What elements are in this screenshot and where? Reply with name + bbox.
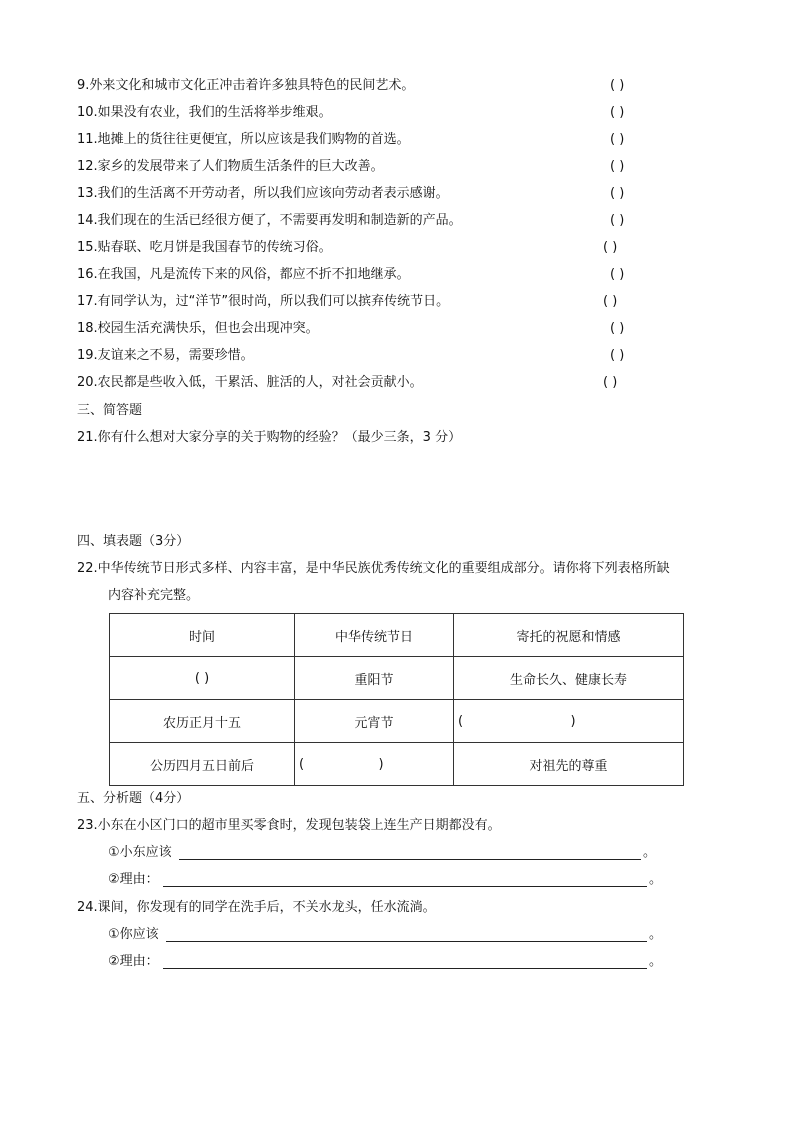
answer-paren-12[interactable]: ( ) [610, 159, 625, 174]
table-row [110, 743, 684, 786]
judge-item-14: 14.我们现在的生活已经很方便了，不需要再发明和制造新的产品。 [77, 213, 462, 228]
q23-reason-period: 。 [649, 872, 663, 887]
answer-paren-17[interactable]: ( ) [603, 294, 618, 309]
table-header-row [110, 614, 684, 657]
section-5-title: 五、分析题（4分） [77, 791, 190, 806]
q23-answer-label: ①小东应该 [108, 845, 172, 860]
judge-item-16: 16.在我国，凡是流传下来的风俗，都应不折不扣地继承。 [77, 267, 410, 282]
answer-paren-18[interactable]: ( ) [610, 321, 625, 336]
table-cell: 元宵节 [295, 700, 454, 743]
q23-answer-line[interactable] [179, 859, 641, 860]
question-22-line1: 22.中华传统节日形式多样、内容丰富，是中华民族优秀传统文化的重要组成部分。请你将下列表格所缺 [77, 561, 670, 576]
q23-reason-line[interactable] [163, 886, 647, 887]
festival-table [109, 613, 684, 786]
question-24: 24.课间，你发现有的同学在洗手后，不关水龙头，任水流淌。 [77, 900, 436, 915]
judge-item-9: 9.外来文化和城市文化正冲击着许多独具特色的民间艺术。 [77, 78, 415, 93]
judge-item-10: 10.如果没有农业，我们的生活将举步维艰。 [77, 105, 332, 120]
q24-reason-label: ②理由： [108, 954, 159, 969]
judge-item-15: 15.贴春联、吃月饼是我国春节的传统习俗。 [77, 240, 332, 255]
q24-answer-line[interactable] [166, 941, 647, 942]
table-header-cell: 中华传统节日 [295, 614, 454, 657]
judge-item-11: 11.地摊上的货往往更便宜，所以应该是我们购物的首选。 [77, 132, 410, 147]
table-blank-cell[interactable]: ( ) [110, 657, 295, 700]
answer-paren-10[interactable]: ( ) [610, 105, 625, 120]
table-cell: 农历正月十五 [110, 700, 295, 743]
table-header-cell: 寄托的祝愿和情感 [454, 614, 684, 657]
q24-answer-period: 。 [649, 927, 663, 942]
answer-paren-11[interactable]: ( ) [610, 132, 625, 147]
q24-reason-line[interactable] [163, 968, 647, 969]
table-cell: 对祖先的尊重 [454, 743, 684, 786]
question-22-line2: 内容补充完整。 [108, 588, 200, 603]
answer-paren-15[interactable]: ( ) [603, 240, 618, 255]
answer-paren-14[interactable]: ( ) [610, 213, 625, 228]
q23-answer-period: 。 [643, 845, 657, 860]
judge-item-12: 12.家乡的发展带来了人们物质生活条件的巨大改善。 [77, 159, 384, 174]
q24-reason-period: 。 [649, 954, 663, 969]
judge-item-20: 20.农民都是些收入低，干累活、脏活的人，对社会贡献小。 [77, 375, 423, 390]
section-4-title: 四、填表题（3分） [77, 534, 190, 549]
answer-paren-13[interactable]: ( ) [610, 186, 625, 201]
question-23: 23.小东在小区门口的超市里买零食时，发现包装袋上连生产日期都没有。 [77, 818, 501, 833]
judge-item-18: 18.校园生活充满快乐，但也会出现冲突。 [77, 321, 319, 336]
judge-item-17: 17.有同学认为，过“洋节”很时尚，所以我们可以摈弃传统节日。 [77, 294, 450, 309]
judge-item-19: 19.友谊来之不易，需要珍惜。 [77, 348, 254, 363]
table-row [110, 657, 684, 700]
answer-paren-20[interactable]: ( ) [603, 375, 618, 390]
table-cell: 公历四月五日前后 [110, 743, 295, 786]
table-blank-cell[interactable]: ( ) [454, 700, 684, 743]
question-21: 21.你有什么想对大家分享的关于购物的经验？（最少三条，3 分） [77, 430, 462, 445]
answer-paren-19[interactable]: ( ) [610, 348, 625, 363]
table-cell: 重阳节 [295, 657, 454, 700]
table-header-cell: 时间 [110, 614, 295, 657]
answer-paren-16[interactable]: ( ) [610, 267, 625, 282]
judge-item-13: 13.我们的生活离不开劳动者，所以我们应该向劳动者表示感谢。 [77, 186, 449, 201]
table-row [110, 700, 684, 743]
table-cell: 生命长久、健康长寿 [454, 657, 684, 700]
table-blank-cell[interactable]: ( ) [295, 743, 454, 786]
q24-answer-label: ①你应该 [108, 927, 159, 942]
section-3-title: 三、简答题 [77, 403, 143, 418]
answer-paren-9[interactable]: ( ) [610, 78, 625, 93]
q23-reason-label: ②理由： [108, 872, 159, 887]
